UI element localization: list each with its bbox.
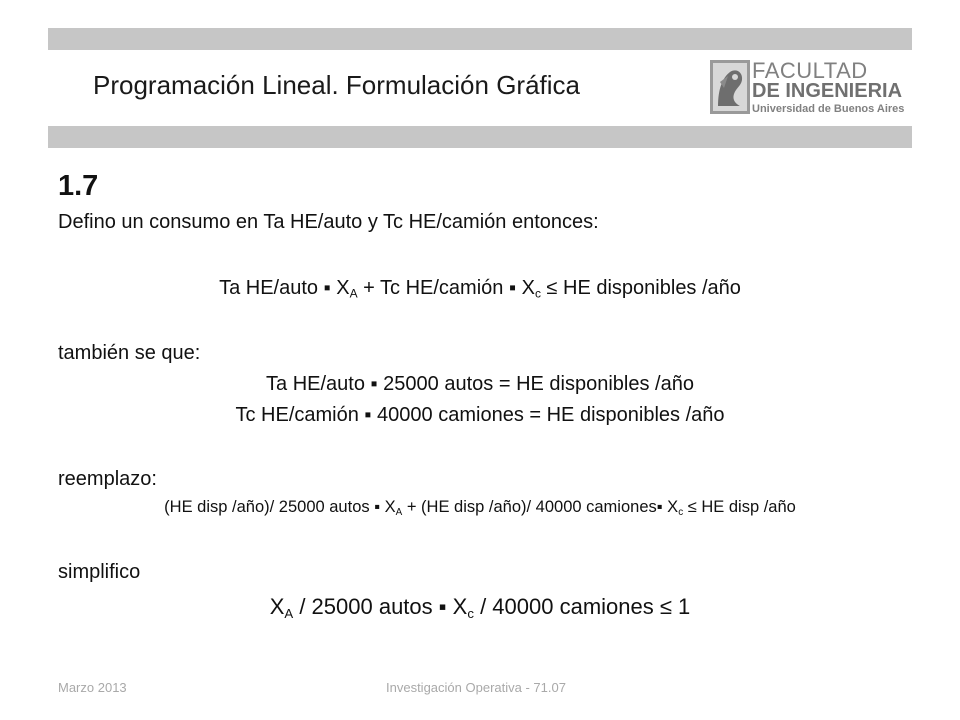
equation-3: Tc HE/camión ▪ 40000 camiones = HE disponibles /año [235, 404, 725, 426]
faculty-emblem-icon [710, 60, 750, 114]
logo-text-facultad: FACULTAD [752, 58, 868, 83]
slide-title: Programación Lineal. Formulación Gráfica [93, 70, 580, 100]
footer-date: Marzo 2013 [58, 680, 127, 695]
footer-course: Investigación Operativa - 71.07 [386, 680, 566, 695]
equation-4: (HE disp /año)/ 25000 autos ▪ $X_A + (HE$ disp /año)/ 40000 camiones▪ $X_c$ ≤ HE disp /año [164, 498, 796, 518]
tambien-label: también se que: [58, 342, 201, 364]
header-bar-top [48, 28, 912, 50]
logo-text-universidad: Universidad de Buenos Aires [752, 103, 905, 115]
equation-5: $X_A / 25000$ autos ▪ $X_c / 40000$ camiones ≤ 1 [269, 594, 691, 621]
header-bar-bottom [48, 126, 912, 148]
reemplazo-label: reemplazo: [58, 468, 157, 490]
intro-text: Defino un consumo en Ta HE/auto y Tc HE/camión entonces: [58, 211, 599, 233]
simplifico-label: simplifico [58, 561, 141, 583]
section-number: 1.7 [58, 170, 99, 202]
faculty-logo [710, 56, 905, 122]
equation-2: Ta HE/auto ▪ 25000 autos = HE disponibles /año [266, 373, 694, 395]
logo-text-ingenieria: DE INGENIERIA [752, 80, 903, 102]
equation-1: Ta HE/auto ▪ $X_A + Tc$ HE/camión ▪ $X_c$ ≤ HE disponibles /año [219, 277, 741, 301]
